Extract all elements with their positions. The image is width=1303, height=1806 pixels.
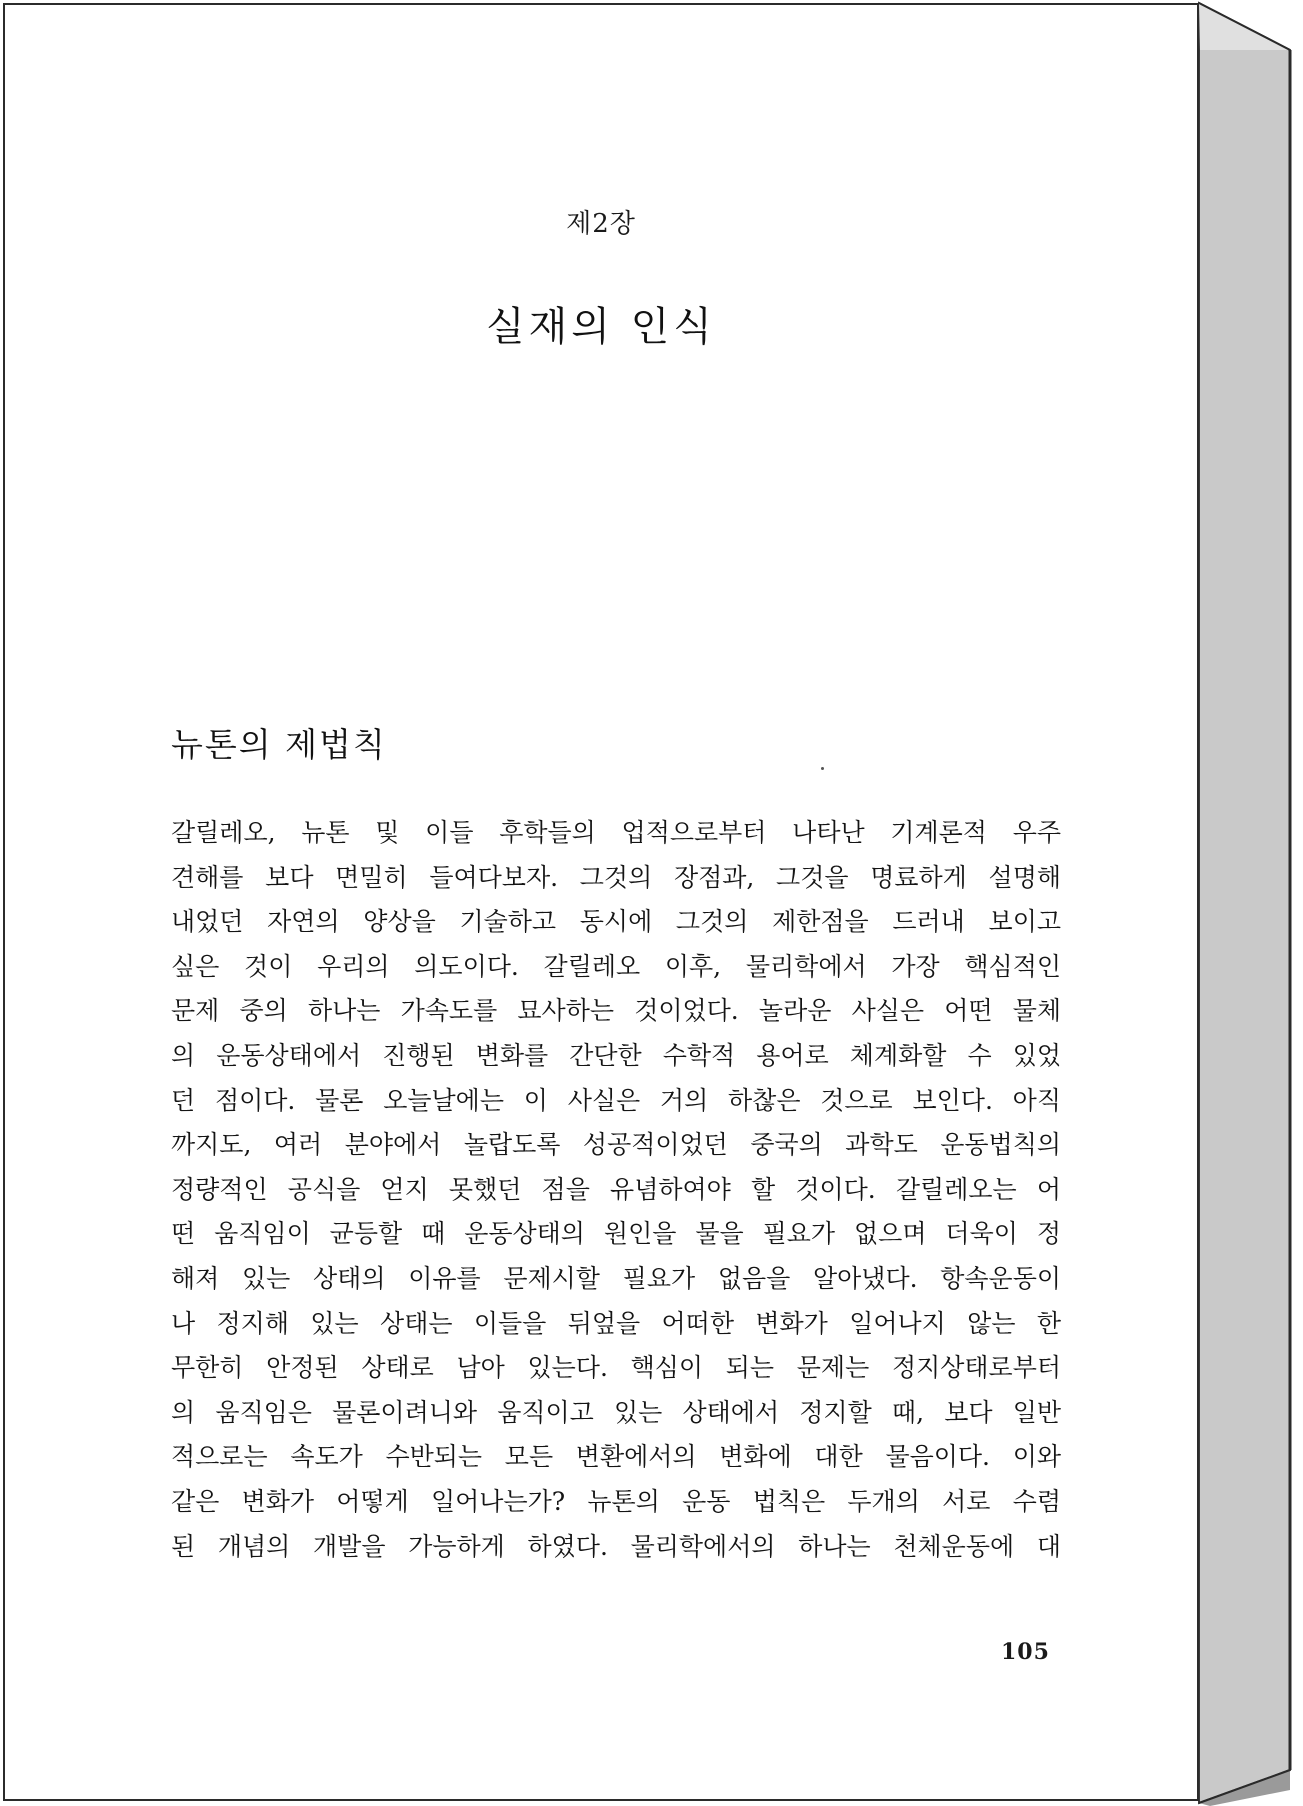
body-line: 의 움직임은 물론이려니와 움직이고 있는 상태에서 정지할 때, 보다 일반 (171, 1397, 1061, 1427)
body-line: 적으로는 속도가 수반되는 모든 변환에서의 변화에 대한 물음이다. 이와 (171, 1442, 1061, 1472)
body-line: 까지도, 여러 분야에서 놀랍도록 성공적이었던 중국의 과학도 운동법칙의 (171, 1130, 1061, 1160)
body-line: 나 정지해 있는 상태는 이들을 뒤엎을 어떠한 변화가 일어나지 않는 한 (171, 1308, 1061, 1338)
body-line: 싶은 것이 우리의 의도이다. 갈릴레오 이후, 물리학에서 가장 핵심적인 (171, 951, 1061, 981)
body-line: 문제 중의 하나는 가속도를 묘사하는 것이었다. 놀라운 사실은 어떤 물체 (171, 996, 1061, 1026)
section-heading: 뉴톤의 제법칙 (171, 725, 387, 764)
body-line: 무한히 안정된 상태로 남아 있는다. 핵심이 되는 문제는 정지상태로부터 (171, 1353, 1061, 1383)
chapter-title: 실재의 인식 (486, 304, 716, 350)
body-line: 떤 움직임이 균등할 때 운동상태의 원인을 물을 필요가 없으며 더욱이 정 (171, 1219, 1061, 1249)
body-line: 해져 있는 상태의 이유를 문제시할 필요가 없음을 알아냈다. 항속운동이 (171, 1263, 1061, 1293)
body-line: 정량적인 공식을 얻지 못했던 점을 유념하여야 할 것이다. 갈릴레오는 어 (171, 1174, 1061, 1204)
body-line: 견해를 보다 면밀히 들여다보자. 그것의 장점과, 그것을 명료하게 설명해 (171, 862, 1061, 892)
body-line: 같은 변화가 어떻게 일어나는가? 뉴톤의 운동 법칙은 두개의 서로 수렴 (171, 1486, 1061, 1516)
body-line: 던 점이다. 물론 오늘날에는 이 사실은 거의 하찮은 것으로 보인다. 아직 (171, 1085, 1061, 1115)
print-speck (821, 767, 824, 770)
body-line: 갈릴레오, 뉴톤 및 이들 후학들의 업적으로부터 나타난 기계론적 우주 (171, 818, 1061, 847)
body-text (171, 811, 1061, 1569)
body-line: 의 운동상태에서 진행된 변화를 간단한 수학적 용어로 체계화할 수 있었 (171, 1040, 1061, 1070)
body-line: 된 개념의 개발을 가능하게 하였다. 물리학에서의 하나는 천체운동에 대 (171, 1531, 1061, 1561)
book-page (3, 3, 1199, 1801)
page-number: 105 (1001, 1639, 1050, 1665)
body-line: 내었던 자연의 양상을 기술하고 동시에 그것의 제한점을 드러내 보이고 (171, 907, 1061, 937)
chapter-label: 제2장 (566, 209, 636, 239)
